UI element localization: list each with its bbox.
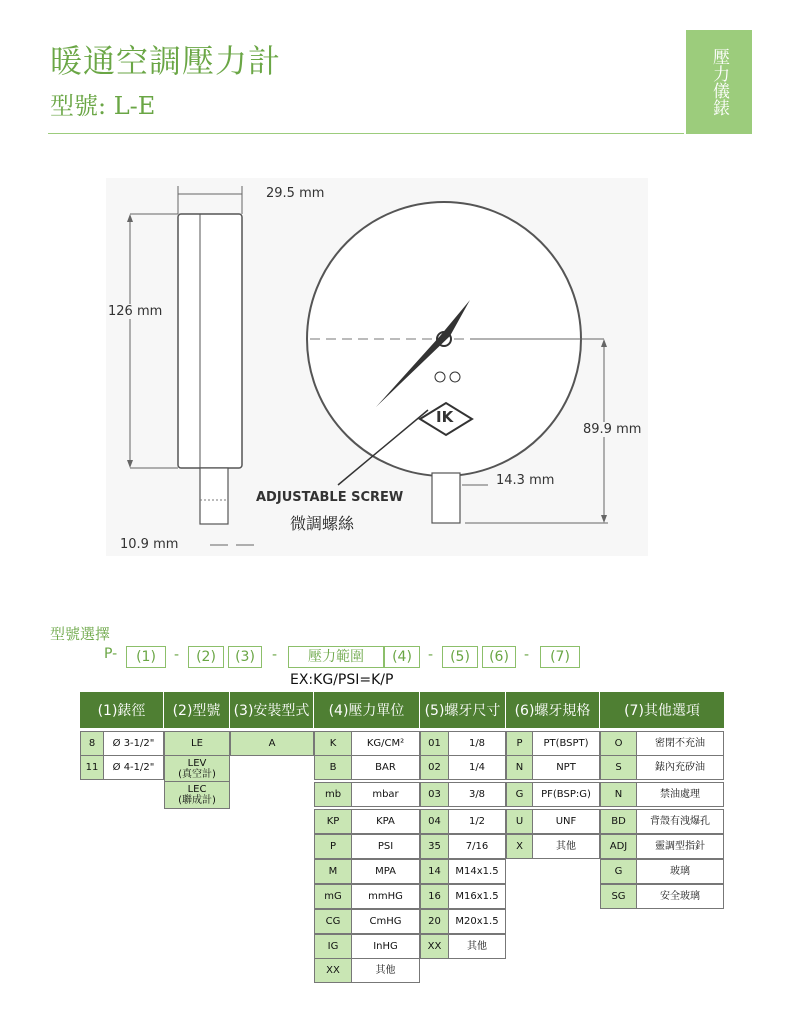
page-title: 暖通空調壓力計 bbox=[50, 42, 282, 80]
table-cell-value: PF(BSP:G) bbox=[532, 782, 600, 807]
table-cell-code: M bbox=[314, 859, 352, 884]
table-cell-value: CmHG bbox=[351, 909, 420, 934]
code-box-2: (2) bbox=[188, 646, 224, 668]
table-header-model: (2)型號 bbox=[164, 692, 230, 728]
table-cell-code: P bbox=[314, 834, 352, 859]
table-cell-value: Ø 3-1/2" bbox=[103, 731, 164, 756]
dim-height-label: 126 mm bbox=[108, 304, 163, 319]
table-cell-value: Ø 4-1/2" bbox=[103, 755, 164, 780]
table-cell-code: 8 bbox=[80, 731, 104, 756]
code-box-7: (7) bbox=[540, 646, 580, 668]
table-cell-value: 錶內充矽油 bbox=[636, 755, 724, 780]
table-cell-code: LE bbox=[164, 731, 230, 756]
table-cell-value: 靈調型指針 bbox=[636, 834, 724, 859]
selection-title: 型號選擇 bbox=[50, 625, 111, 643]
table-cell-value: 3/8 bbox=[448, 782, 506, 807]
table-cell-code: 03 bbox=[420, 782, 449, 807]
code-box-3: (3) bbox=[228, 646, 262, 668]
code-box-6: (6) bbox=[482, 646, 516, 668]
table-cell-code: G bbox=[600, 859, 637, 884]
table-cell-code: SG bbox=[600, 884, 637, 909]
table-cell-value: 其他 bbox=[448, 934, 506, 959]
brand-logo-text: IK bbox=[436, 408, 454, 426]
code-prefix: P- bbox=[104, 646, 118, 662]
code-box-5: (5) bbox=[442, 646, 478, 668]
table-cell-value: BAR bbox=[351, 755, 420, 780]
table-cell-code: B bbox=[314, 755, 352, 780]
table-cell-value: PT(BSPT) bbox=[532, 731, 600, 756]
dim-stem-label: 14.3 mm bbox=[496, 473, 555, 488]
table-cell-value: 其他 bbox=[351, 958, 420, 983]
code-dash: - bbox=[524, 647, 530, 663]
table-cell-code: ADJ bbox=[600, 834, 637, 859]
table-header-thread-size: (5)螺牙尺寸 bbox=[420, 692, 506, 728]
code-example: EX:KG/PSI=K/P bbox=[290, 672, 394, 688]
table-cell-code: XX bbox=[420, 934, 449, 959]
adjustable-screw-label-zh: 微調螺絲 bbox=[290, 514, 355, 533]
table-cell-value: KPA bbox=[351, 809, 420, 834]
table-cell-code: A bbox=[230, 731, 314, 756]
table-cell-value: InHG bbox=[351, 934, 420, 959]
table-cell-code: 02 bbox=[420, 755, 449, 780]
table-cell-code: O bbox=[600, 731, 637, 756]
code-box-range: 壓力範圍 bbox=[288, 646, 384, 668]
table-cell-value: 其他 bbox=[532, 834, 600, 859]
table-cell-code: CG bbox=[314, 909, 352, 934]
table-cell-value: 密閉不充油 bbox=[636, 731, 724, 756]
table-cell-code: 04 bbox=[420, 809, 449, 834]
table-cell-code: N bbox=[600, 782, 637, 807]
table-cell-value: M16x1.5 bbox=[448, 884, 506, 909]
table-cell-value: mmHG bbox=[351, 884, 420, 909]
table-cell-code: IG bbox=[314, 934, 352, 959]
table-cell-value: MPA bbox=[351, 859, 420, 884]
table-cell-value: 禁油處理 bbox=[636, 782, 724, 807]
table-cell-value: M20x1.5 bbox=[448, 909, 506, 934]
table-cell-code: 16 bbox=[420, 884, 449, 909]
table-cell-value: 1/2 bbox=[448, 809, 506, 834]
dim-thread-label: 10.9 mm bbox=[120, 537, 179, 552]
table-cell-code: mG bbox=[314, 884, 352, 909]
table-cell-code: G bbox=[506, 782, 533, 807]
code-dash: - bbox=[428, 647, 434, 663]
table-header-mount: (3)安裝型式 bbox=[230, 692, 314, 728]
table-cell-value: 1/8 bbox=[448, 731, 506, 756]
table-cell-value: KG/CM² bbox=[351, 731, 420, 756]
dim-thickness-label: 29.5 mm bbox=[266, 186, 325, 201]
table-cell-code: N bbox=[506, 755, 533, 780]
gauge-side-stem bbox=[200, 468, 228, 524]
table-header-thread-spec: (6)螺牙規格 bbox=[506, 692, 600, 728]
table-header-unit: (4)壓力單位 bbox=[314, 692, 420, 728]
table-cell-code: K bbox=[314, 731, 352, 756]
code-box-4: (4) bbox=[384, 646, 420, 668]
table-cell-value: 安全玻璃 bbox=[636, 884, 724, 909]
table-cell-code: KP bbox=[314, 809, 352, 834]
table-header-options: (7)其他選項 bbox=[600, 692, 724, 728]
table-cell-value: 7/16 bbox=[448, 834, 506, 859]
table-cell-value: 玻璃 bbox=[636, 859, 724, 884]
table-cell-code: 14 bbox=[420, 859, 449, 884]
code-box-1: (1) bbox=[126, 646, 166, 668]
table-cell-value: NPT bbox=[532, 755, 600, 780]
table-cell-code: U bbox=[506, 809, 533, 834]
model-number: 型號: L-E bbox=[50, 92, 156, 120]
table-cell-code: 11 bbox=[80, 755, 104, 780]
gauge-side-body bbox=[178, 214, 242, 468]
table-cell-value: 背殼有洩爆孔 bbox=[636, 809, 724, 834]
adjustable-screw-label: ADJUSTABLE SCREW bbox=[256, 490, 404, 505]
table-cell-code: P bbox=[506, 731, 533, 756]
table-header-diameter: (1)錶徑 bbox=[80, 692, 164, 728]
table-cell-value: UNF bbox=[532, 809, 600, 834]
code-dash: - bbox=[272, 647, 278, 663]
table-cell-value: PSI bbox=[351, 834, 420, 859]
table-cell-code: LEC (聯成計) bbox=[164, 781, 230, 809]
table-cell-code: mb bbox=[314, 782, 352, 807]
table-cell-code: 35 bbox=[420, 834, 449, 859]
table-cell-value: M14x1.5 bbox=[448, 859, 506, 884]
gauge-front-stem bbox=[432, 473, 460, 523]
table-cell-code: S bbox=[600, 755, 637, 780]
dim-center-label: 89.9 mm bbox=[583, 422, 642, 437]
table-cell-code: X bbox=[506, 834, 533, 859]
table-cell-code: 01 bbox=[420, 731, 449, 756]
table-cell-value: mbar bbox=[351, 782, 420, 807]
table-cell-code: 20 bbox=[420, 909, 449, 934]
table-cell-code: BD bbox=[600, 809, 637, 834]
code-dash: - bbox=[174, 647, 180, 663]
table-cell-code: LEV (真空計) bbox=[164, 755, 230, 782]
table-cell-value: 1/4 bbox=[448, 755, 506, 780]
table-cell-code: XX bbox=[314, 958, 352, 983]
category-tab: 壓力儀錶 bbox=[686, 30, 752, 134]
